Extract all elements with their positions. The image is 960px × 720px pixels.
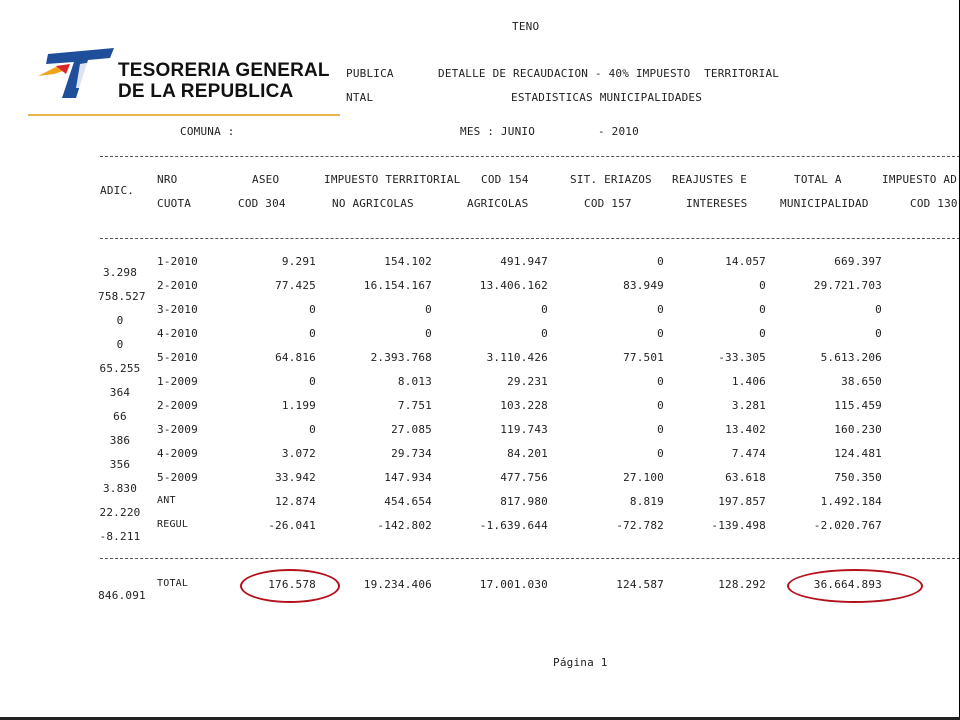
row-total: -2.020.767 <box>813 519 882 532</box>
row-total: 5.613.206 <box>820 351 882 364</box>
row-agri: 477.756 <box>500 471 548 484</box>
adic-value: 3.298 <box>102 266 138 279</box>
row-aseo: 77.425 <box>275 279 316 292</box>
row-cuota: 4-2009 <box>157 447 198 460</box>
row-aseo: 0 <box>309 327 316 340</box>
adic-value: 0 <box>116 314 124 327</box>
row-reajustes: -33.305 <box>718 351 766 364</box>
col-aseo: ASEO <box>252 173 280 186</box>
logo-title-line2: DE LA REPUBLICA <box>118 81 294 102</box>
col-cuota: CUOTA <box>157 197 192 210</box>
col-nro: NRO <box>157 173 178 186</box>
row-total: 750.350 <box>834 471 882 484</box>
row-cuota: 1-2010 <box>157 255 198 268</box>
row-agri: 84.201 <box>507 447 548 460</box>
highlight-circle-aseo <box>240 569 340 603</box>
row-no-agri: 154.102 <box>384 255 432 268</box>
separator-top <box>100 156 960 157</box>
col-cod304: COD 304 <box>238 197 286 210</box>
row-total: 115.459 <box>834 399 882 412</box>
row-total: 160.230 <box>834 423 882 436</box>
adic-value: 22.220 <box>99 506 141 519</box>
row-agri: 119.743 <box>500 423 548 436</box>
row-aseo: 12.874 <box>275 495 316 508</box>
col-intereses: INTERESES <box>686 197 748 210</box>
adic-value: 758.527 <box>98 290 146 303</box>
logo-title-line1: TESORERIA GENERAL <box>118 60 330 81</box>
row-agri: 3.110.426 <box>486 351 548 364</box>
row-aseo: -26.041 <box>268 519 316 532</box>
row-aseo: 64.816 <box>275 351 316 364</box>
row-aseo: 1.199 <box>281 399 316 412</box>
row-aseo: 3.072 <box>281 447 316 460</box>
row-no-agri: 147.934 <box>384 471 432 484</box>
col-impuesto-ad: IMPUESTO AD <box>882 173 958 186</box>
row-cuota: 3-2010 <box>157 303 198 316</box>
total-reajustes: 128.292 <box>718 578 766 591</box>
row-eriazos: 27.100 <box>623 471 664 484</box>
page-number: Página 1 <box>553 656 608 669</box>
col-no-agricolas: NO AGRICOLAS <box>332 197 414 210</box>
row-eriazos: 0 <box>657 255 664 268</box>
separator-header <box>100 238 960 239</box>
row-reajustes: 0 <box>759 303 766 316</box>
row-agri: 0 <box>541 327 548 340</box>
row-eriazos: 0 <box>657 327 664 340</box>
total-aseo: 176.578 <box>268 578 316 591</box>
row-aseo: 0 <box>309 303 316 316</box>
col-cod130: COD 130 <box>910 197 958 210</box>
total-no-agri: 19.234.406 <box>363 578 432 591</box>
row-agri: 817.980 <box>500 495 548 508</box>
row-eriazos: 0 <box>657 399 664 412</box>
row-no-agri: 7.751 <box>397 399 432 412</box>
col-cod154: COD 154 <box>481 173 529 186</box>
row-total: 124.481 <box>834 447 882 460</box>
row-no-agri: 8.013 <box>397 375 432 388</box>
row-reajustes: 13.402 <box>725 423 766 436</box>
row-reajustes: 0 <box>759 327 766 340</box>
total-agri: 17.001.030 <box>479 578 548 591</box>
row-agri: 103.228 <box>500 399 548 412</box>
row-aseo: 9.291 <box>281 255 316 268</box>
col-agricolas: AGRICOLAS <box>467 197 529 210</box>
adic-value: 386 <box>109 434 131 447</box>
row-reajustes: 7.474 <box>731 447 766 460</box>
total-adic: 846.091 <box>98 589 146 602</box>
row-aseo: 0 <box>309 423 316 436</box>
row-total: 1.492.184 <box>820 495 882 508</box>
logo-underline <box>28 114 340 116</box>
row-total: 0 <box>875 303 882 316</box>
row-total: 669.397 <box>834 255 882 268</box>
row-no-agri: 29.734 <box>391 447 432 460</box>
row-reajustes: 0 <box>759 279 766 292</box>
commune-name: TENO <box>512 20 540 33</box>
row-eriazos: 0 <box>657 303 664 316</box>
row-eriazos: 8.819 <box>629 495 664 508</box>
row-eriazos: 83.949 <box>623 279 664 292</box>
row-total: 38.650 <box>841 375 882 388</box>
col-reajustes: REAJUSTES E <box>672 173 748 186</box>
col-total-a: TOTAL A <box>794 173 842 186</box>
row-reajustes: 14.057 <box>725 255 766 268</box>
row-cuota: ANT <box>157 495 176 506</box>
header-left-line1: PUBLICA <box>346 67 394 80</box>
row-cuota: 1-2009 <box>157 375 198 388</box>
row-agri: 491.947 <box>500 255 548 268</box>
separator-total <box>100 558 960 559</box>
header-left-line2: NTAL <box>346 91 374 104</box>
row-aseo: 0 <box>309 375 316 388</box>
row-cuota: 5-2010 <box>157 351 198 364</box>
row-reajustes: 197.857 <box>718 495 766 508</box>
row-no-agri: 454.654 <box>384 495 432 508</box>
row-eriazos: -72.782 <box>616 519 664 532</box>
col-cod157: COD 157 <box>584 197 632 210</box>
row-cuota: 3-2009 <box>157 423 198 436</box>
month-label: MES : JUNIO <box>460 125 536 138</box>
row-agri: 29.231 <box>507 375 548 388</box>
adic-value: 65.255 <box>99 362 141 375</box>
row-reajustes: 1.406 <box>731 375 766 388</box>
adic-value: 356 <box>109 458 131 471</box>
row-cuota: REGUL <box>157 519 189 530</box>
total-municipalidad: 36.664.893 <box>813 578 882 591</box>
row-cuota: 4-2010 <box>157 327 198 340</box>
row-cuota: 2-2009 <box>157 399 198 412</box>
highlight-circle-total <box>787 569 923 603</box>
row-agri: 0 <box>541 303 548 316</box>
row-no-agri: -142.802 <box>377 519 432 532</box>
col-sit-eriazos: SIT. ERIAZOS <box>570 173 652 186</box>
adic-value: 66 <box>113 410 127 423</box>
row-agri: 13.406.162 <box>479 279 548 292</box>
adic-value: 364 <box>109 386 131 399</box>
row-no-agri: 2.393.768 <box>370 351 432 364</box>
row-eriazos: 0 <box>657 423 664 436</box>
col-municipalidad: MUNICIPALIDAD <box>780 197 869 210</box>
row-eriazos: 0 <box>657 447 664 460</box>
row-reajustes: 3.281 <box>731 399 766 412</box>
row-reajustes: -139.498 <box>711 519 766 532</box>
adic-value: 0 <box>116 338 124 351</box>
row-aseo: 33.942 <box>275 471 316 484</box>
row-no-agri: 16.154.167 <box>363 279 432 292</box>
row-cuota: 5-2009 <box>157 471 198 484</box>
row-no-agri: 27.085 <box>391 423 432 436</box>
col-adic: ADIC. <box>100 184 135 197</box>
row-eriazos: 0 <box>657 375 664 388</box>
total-eriazos: 124.587 <box>616 578 664 591</box>
report-subtitle: ESTADISTICAS MUNICIPALIDADES <box>511 91 703 104</box>
row-cuota: 2-2010 <box>157 279 198 292</box>
row-agri: -1.639.644 <box>479 519 548 532</box>
adic-value: 3.830 <box>102 482 138 495</box>
row-no-agri: 0 <box>425 303 432 316</box>
row-total: 29.721.703 <box>813 279 882 292</box>
comuna-label: COMUNA : <box>180 125 235 138</box>
row-reajustes: 63.618 <box>725 471 766 484</box>
report-title: DETALLE DE RECAUDACION - 40% IMPUESTO TERRITORIAL <box>438 67 780 80</box>
col-imp-territorial: IMPUESTO TERRITORIAL <box>324 173 461 186</box>
adic-value: -8.211 <box>99 530 141 543</box>
year-label: - 2010 <box>598 125 639 138</box>
row-total: 0 <box>875 327 882 340</box>
total-label: TOTAL <box>157 578 189 589</box>
row-no-agri: 0 <box>425 327 432 340</box>
row-eriazos: 77.501 <box>623 351 664 364</box>
tgr-logo-icon <box>36 44 118 102</box>
